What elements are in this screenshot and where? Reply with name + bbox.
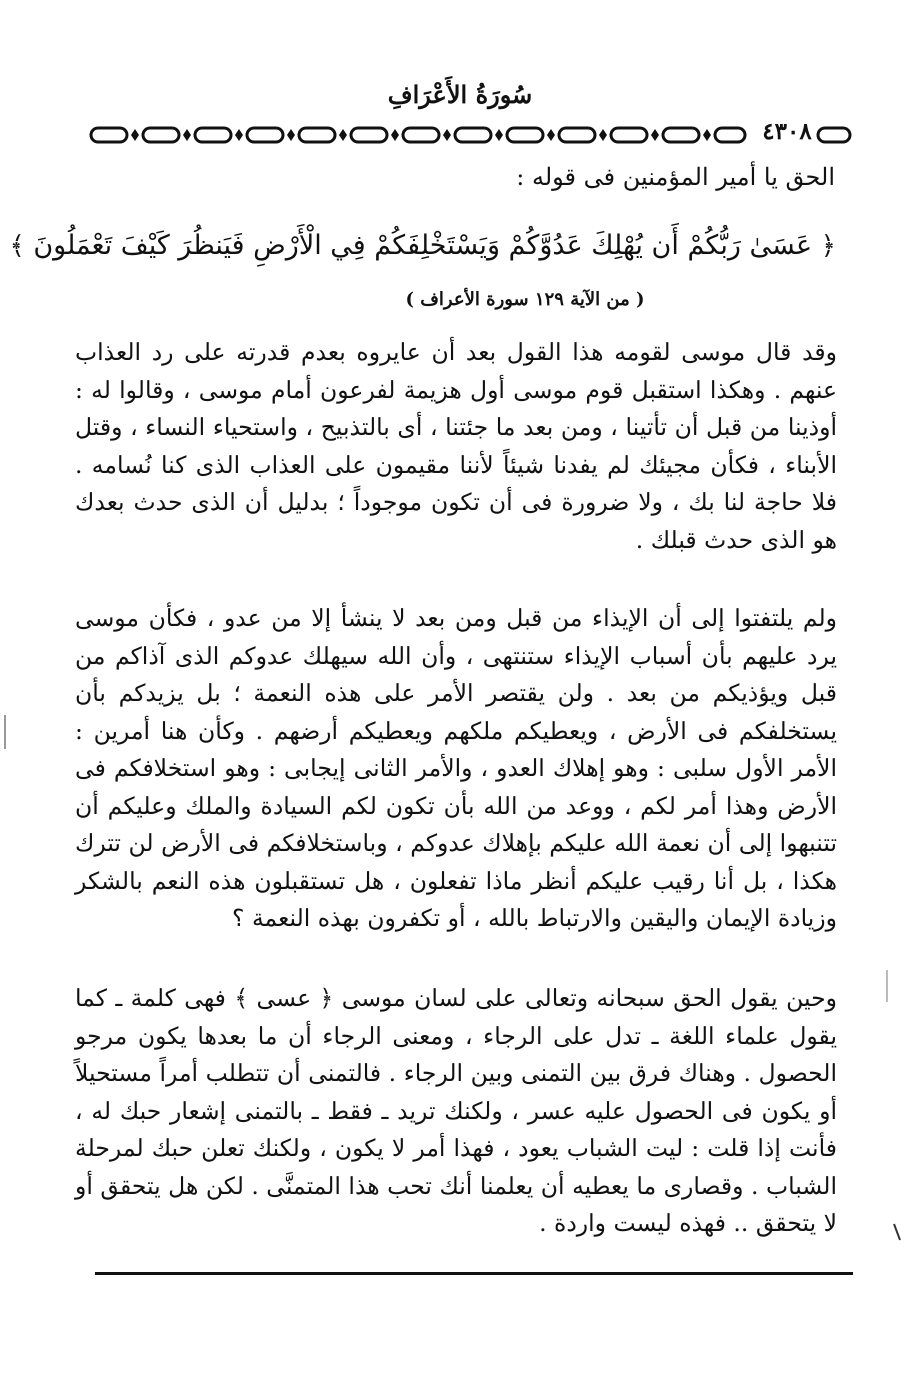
verse-open-ornament: ﴿ <box>820 231 836 261</box>
page-number: ٤٣٠٨ <box>762 118 812 145</box>
verse-reference: ( من الآية ١٢٩ سورة الأعراف ) <box>405 289 645 310</box>
paragraph-3: وحين يقول الحق سبحانه وتعالى على لسان موسى ﴿ عسى ﴾ فهى كلمة ـ كما يقول علماء اللغة ـ تدل على الرجاء ، ومعنى الرجاء أن ما بعدها يكون مرجو الحصول . وهناك فرق بين التمنى وبين الرجاء . فالتمنى أن تتطلب أمراً مستحيلاً أو يكون فى الحصول عليه عسر ، ولكنك تريد ـ فقط ـ بالتمنى إشعار حبك له ، فأنت إذا قلت : ليت الشباب يعود ، فهذا أمر لا يكون ، ولكنك تعلن حبك لمرحلة الشباب . وقصارى ما يعطيه أن يعلمنا أنك تحب هذا المتمنَّى . لكن هل يتحقق أو لا يتحقق .. فهذه ليست واردة . <box>75 984 837 1237</box>
quran-verse <box>9 218 836 274</box>
scan-mark <box>893 1222 901 1242</box>
paragraph-2: ولم يلتفتوا إلى أن الإيذاء من قبل ومن بعد لا ينشأ إلا من عدو ، فكأن موسى يرد عليهم بأن أسباب الإيذاء ستنتهى ، وأن الله سيهلك عدوكم الذى آذاكم من قبل ويؤذيكم من بعد . ولن يقتصر الأمر على هذه النعمة ؛ بل يزيدكم بأن يستخلفكم فى الأرض ، ويعطيكم ملكهم ويعطيكم أرضهم . وكأن هنا أمرين : الأمر الأول سلبى : وهو إهلاك العدو ، والأمر الثانى إيجابى : وهو استخلافكم فى الأرض وهذا أمر لكم ، ووعد من الله بأن تكون لكم السيادة والملك وعليكم أن تتنبهوا إلى أن نعمة الله عليكم بإهلاك عدوكم ، وباستخلافكم فى الأرض لن تترك هكذا ، بل أنا رقيب عليكم أنظر ماذا تفعلون ، هل تستقبلون هذه النعم بالشكر وزيادة الإيمان واليقين والارتباط بالله ، أو تكفرون بهذه النعمة ؟ <box>75 604 837 932</box>
chain-ornament-rule <box>88 122 748 148</box>
paragraph-1: وقد قال موسى لقومه هذا القول بعد أن عايروه بعدم قدرته على رد العذاب عنهم . وهكذا استقبل قوم موسى أول هزيمة لفرعون أمام موسى ، وقالوا له : أوذينا من قبل أن تأتينا ، ومن بعد ما جئتنا ، أى بالتذبيح ، واستحياء النساء ، وقتل الأبناء ، فكأن مجيئك لم يفدنا شيئاً لأننا مقيمون على العذاب الذى كنا نُسامه . فلا حاجة لنا بك ، ولا ضرورة فى أن تكون موجوداً ؛ بدليل أن الذى حدث بعدك هو الذى حدث قبلك . <box>75 338 837 554</box>
scan-mark <box>886 970 888 1002</box>
verse-close-ornament: ﴾ <box>9 231 25 261</box>
surah-title: سُورَةُ الأَعْرَافِ <box>387 80 533 109</box>
footer-rule <box>95 1272 853 1275</box>
chain-ornament-end <box>815 122 853 148</box>
scan-mark <box>4 715 6 749</box>
verse-text: عَسَىٰ رَبُّكُمْ أَن يُهْلِكَ عَدُوَّكُمْ وَيَسْتَخْلِفَكُمْ فِي الْأَرْضِ فَيَنظُرَ كَيْفَ تَعْمَلُونَ <box>33 230 813 261</box>
intro-line: الحق يا أمير المؤمنين فى قوله : <box>516 163 835 191</box>
